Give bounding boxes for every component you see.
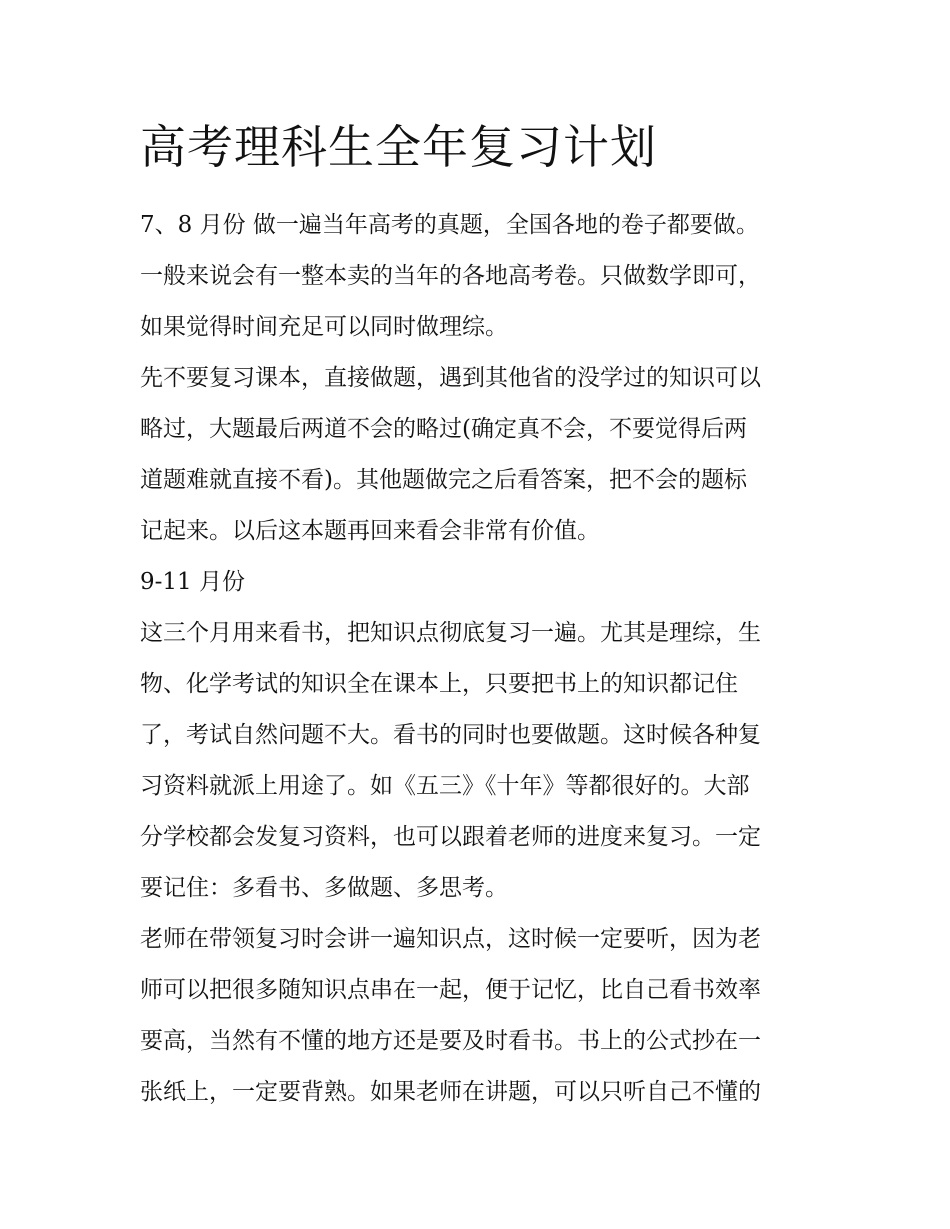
- text-line: 一般来说会有一整本卖的当年的各地高考卷。只做数学即可，: [140, 263, 761, 289]
- text-line: 分学校都会发复习资料，也可以跟着老师的进度来复习。一定: [140, 824, 761, 850]
- text-line: 张纸上，一定要背熟。如果老师在讲题，可以只听自己不懂的: [140, 1079, 761, 1105]
- text-line: 老师在带领复习时会讲一遍知识点，这时候一定要听，因为老: [140, 926, 761, 952]
- text-line: 道题难就直接不看)。其他题做完之后看答案，把不会的题标: [140, 467, 747, 493]
- text-line: 记起来。以后这本题再回来看会非常有价值。: [140, 518, 600, 544]
- text-line: 了，考试自然问题不大。看书的同时也要做题。这时候各种复: [140, 722, 761, 748]
- text-line: 要记住：多看书、多做题、多思考。: [140, 875, 508, 901]
- page-title: 高考理科生全年复习计划: [140, 120, 657, 174]
- text-line: 习资料就派上用途了。如《五三》《十年》等都很好的。大部: [140, 773, 750, 799]
- text-line: 9-11 月份: [140, 569, 245, 595]
- paragraph-review-books: [140, 608, 820, 914]
- text-line: 如果觉得时间充足可以同时做理综。: [140, 314, 508, 340]
- text-line: 这三个月用来看书，把知识点彻底复习一遍。尤其是理综，生: [140, 620, 761, 646]
- text-line: 先不要复习课本，直接做题，遇到其他省的没学过的知识可以: [140, 365, 761, 391]
- paragraph-practice-advice: [140, 353, 820, 557]
- paragraph-teacher-review: [140, 914, 820, 1118]
- text-line: 要高，当然有不懂的地方还是要及时看书。书上的公式抄在一: [140, 1028, 761, 1054]
- text-line: 7、8 月份 做一遍当年高考的真题，全国各地的卷子都要做。: [140, 212, 759, 238]
- document-body: [140, 200, 820, 1118]
- paragraph-july-august: [140, 200, 820, 353]
- text-line: 师可以把很多随知识点串在一起，便于记忆，比自己看书效率: [140, 977, 761, 1003]
- text-line: 物、化学考试的知识全在课本上，只要把书上的知识都记住: [140, 671, 738, 697]
- text-line: 略过，大题最后两道不会的略过(确定真不会，不要觉得后两: [140, 416, 747, 442]
- section-heading-sep-nov: [140, 557, 820, 608]
